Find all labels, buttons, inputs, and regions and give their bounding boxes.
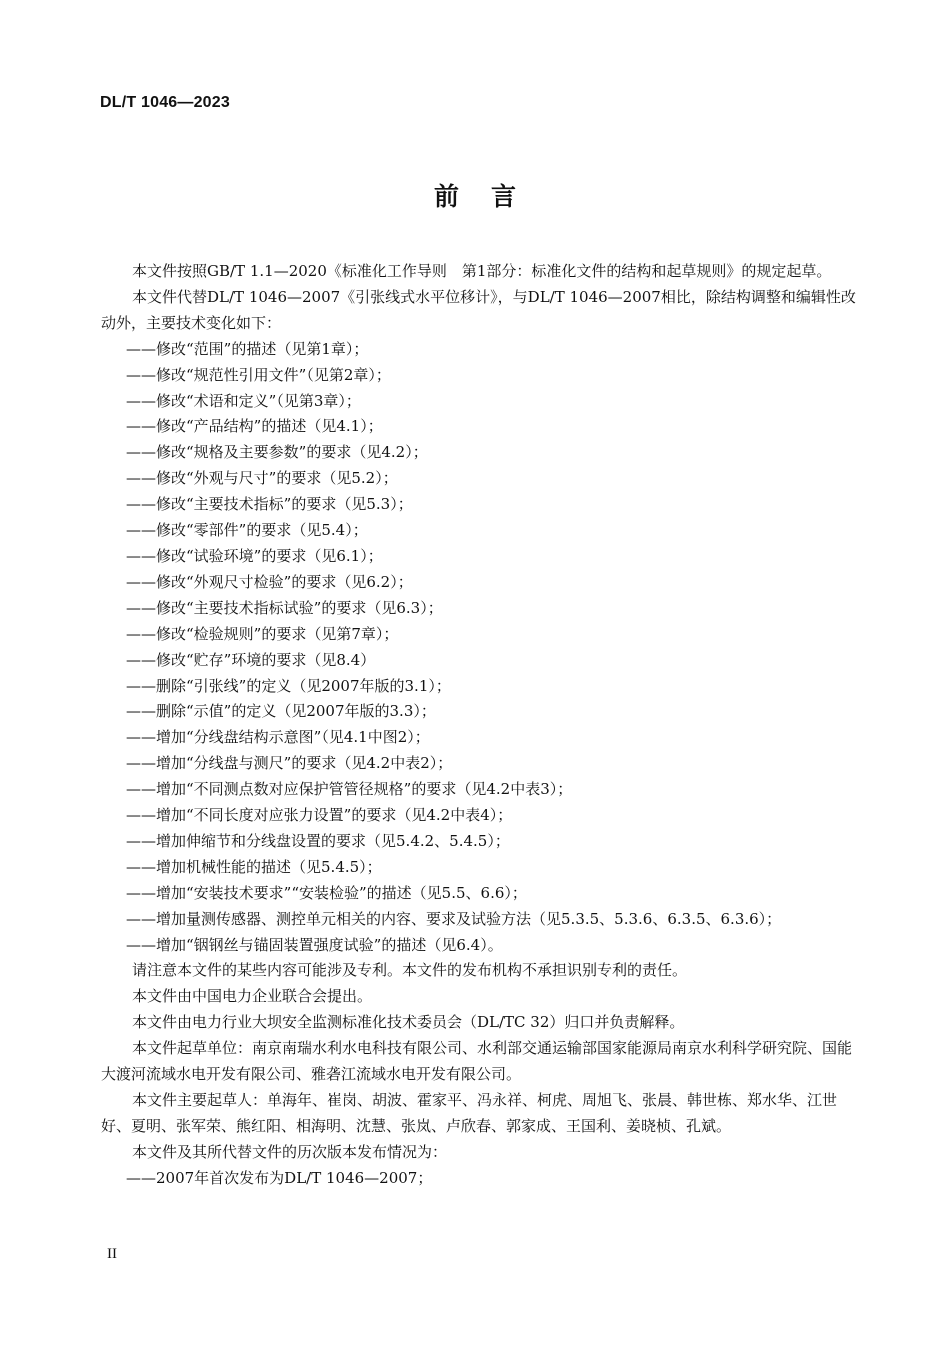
basis-paragraph: 本文件按照GB/T 1.1—2020《标准化工作导则 第1部分：标准化文件的结构和起草规则》的规定起草。 [132,262,832,280]
change-item: ——修改“范围”的描述（见第1章）； [126,339,369,358]
change-item: ——增加“安装技术要求”“安装检验”的描述（见5.5、6.6）； [126,883,527,902]
change-item: ——修改“检验规则”的要求（见第7章）； [126,624,399,643]
change-item: ——修改“主要技术指标试验”的要求（见6.3）； [126,598,443,617]
changes-list [101,337,857,959]
committee-statement: 本文件由电力行业大坝安全监测标准化技术委员会（DL/TC 32）归口并负责解释。 [132,1013,685,1032]
drafting-units: 本文件起草单位：南京南瑞水利水电科技有限公司、水利部交通运输部国家能源局南京水利科学研究院、国能大渡河流域水电开发有限公司、雅砻江流域水电开发有限公司。 [101,1039,853,1084]
change-item: ——修改“试验环境”的要求（见6.1）； [126,546,383,565]
page-number: II [107,1246,117,1262]
patent-notice: 请注意本文件的某些内容可能涉及专利。本文件的发布机构不承担识别专利的责任。 [132,961,688,980]
change-item: ——修改“术语和定义”（见第3章）； [126,391,361,410]
change-item: ——增加机械性能的描述（见5.4.5）； [126,857,382,876]
change-item: ——修改“规格及主要参数”的要求（见4.2）； [126,443,428,462]
change-item: ——修改“规范性引用文件”（见第2章）； [126,365,391,384]
change-item: ——修改“外观与尺寸”的要求（见5.2）； [126,469,398,488]
change-item: ——修改“产品结构”的描述（见4.1）； [126,417,383,436]
change-item: ——增加量测传感器、测控单元相关的内容、要求及试验方法（见5.3.5、5.3.6、6.3.5、6.3.6）； [126,909,782,928]
standard-code: DL/T 1046—2023 [100,94,230,111]
replaces-paragraph: 本文件代替DL/T 1046—2007《引张线式水平位移计》，与DL/T 1046—2007相比，除结构调整和编辑性改动外，主要技术变化如下： [101,287,856,332]
change-item: ——修改“主要技术指标”的要求（见5.3）； [126,495,413,514]
history-intro: 本文件及其所代替文件的历次版本发布情况为： [132,1142,448,1161]
change-item: ——删除“引张线”的定义（见2007年版的3.1）； [126,676,451,695]
change-item: ——增加“铟钢丝与锚固装置强度试验”的描述（见6.4）。 [126,935,503,954]
change-item: ——增加“不同测点数对应保护管管径规格”的要求（见4.2中表3）； [126,780,573,799]
history-item: ——2007年首次发布为DL/T 1046—2007； [126,1168,433,1187]
change-item: ——增加“分线盘与测尺”的要求（见4.2中表2）； [126,754,453,773]
page-title: 前言 [433,182,548,211]
change-item: ——增加伸缩节和分线盘设置的要求（见5.4.2、5.4.5）； [126,831,510,850]
drafters: 本文件主要起草人：单海年、崔岗、胡波、霍家平、冯永祥、柯虎、周旭飞、张晨、韩世栋、郑水华、江世好、夏明、张军荣、熊红阳、相海明、沈慧、张岚、卢欣春、郭家成、王国利、姜晓桢、孔斌。 [101,1091,838,1135]
change-item: ——删除“示值”的定义（见2007年版的3.3）； [126,702,436,721]
change-item: ——修改“零部件”的要求（见5.4）； [126,521,368,540]
foreword-body [101,259,857,1192]
change-item: ——增加“不同长度对应张力设置”的要求（见4.2中表4）； [126,806,513,825]
proposer-statement: 本文件由中国电力企业联合会提出。 [132,987,373,1006]
change-item: ——修改“外观尺寸检验”的要求（见6.2）； [126,572,413,591]
change-item: ——增加“分线盘结构示意图”（见4.1中图2）； [126,728,430,747]
change-item: ——修改“贮存”环境的要求（见8.4） [126,650,376,669]
